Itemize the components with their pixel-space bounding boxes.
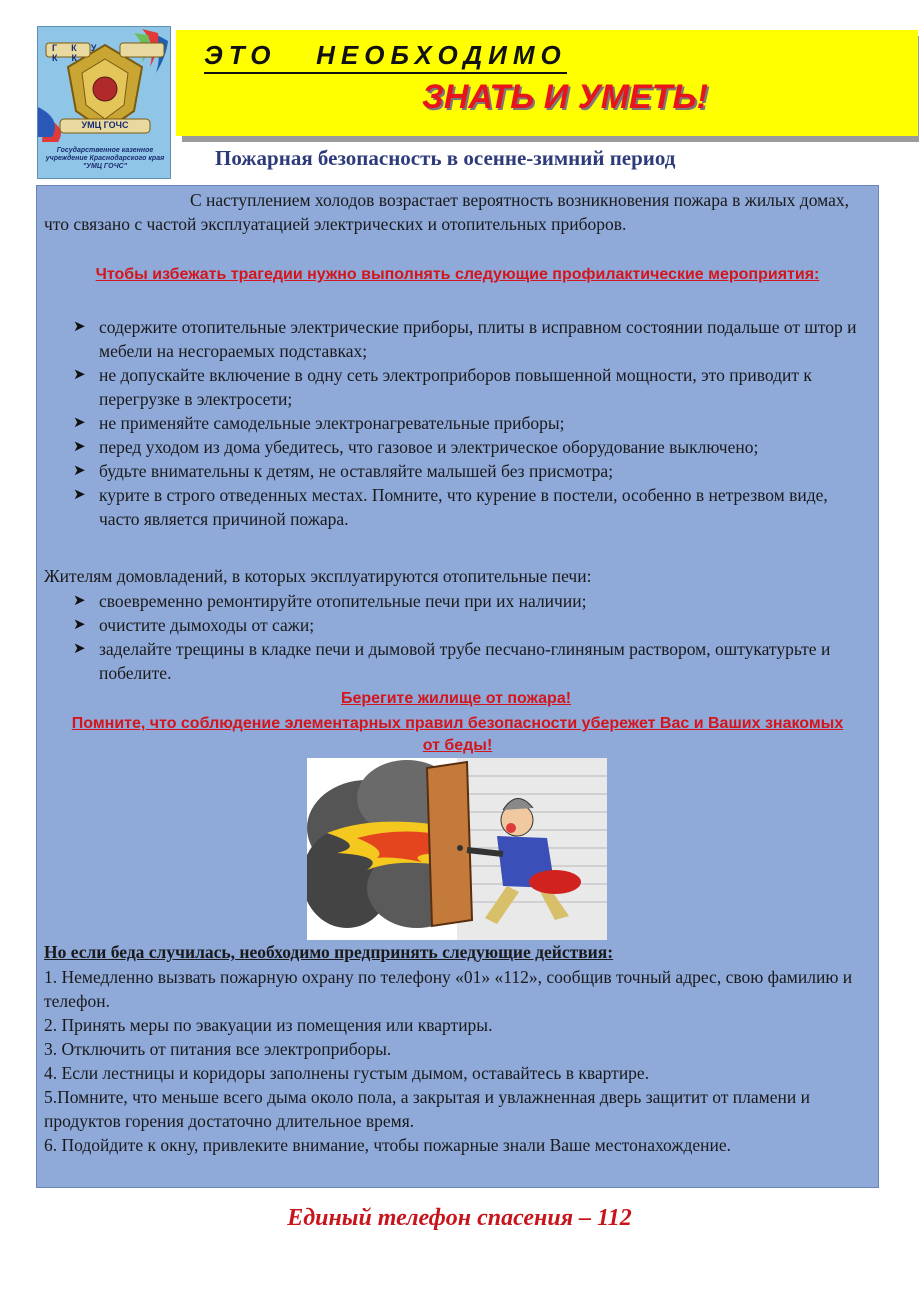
list-item: 3. Отключить от питания все электроприборы.: [44, 1039, 392, 1059]
list-item: ➤ перед уходом из дома убедитесь, что газовое и электрическое оборудование выключено;: [73, 437, 759, 457]
logo-bottom-text: УМЦ ГОЧС: [81, 120, 129, 130]
list-item: ➤ не применяйте самодельные электронагревательные приборы;: [73, 413, 565, 433]
residents-list: [71, 589, 866, 685]
arrow-bullet-icon: ➤: [73, 463, 86, 479]
banner-exclamation: !: [696, 78, 708, 116]
list-item: 5.Помните, что меньше всего дыма около пола, а закрытая и увлажненная дверь защитит от пламени и продуктов горения достаточно длительное время.: [44, 1087, 810, 1131]
arrow-bullet-icon: ➤: [73, 367, 86, 383]
logo-top-text: ГКУ КК: [52, 43, 111, 63]
residents-intro: Жителям домовладений, в которых эксплуатируются отопительные печи:: [44, 566, 592, 586]
list-item: ➤ курите в строго отведенных местах. Помните, что курение в постели, особенно в нетрезвом виде, часто является причиной пожара.: [73, 485, 828, 529]
list-item: 4. Если лестницы и коридоры заполнены густым дымом, оставайтесь в квартире.: [44, 1063, 650, 1083]
arrow-bullet-icon: ➤: [73, 319, 86, 335]
organization-logo: [37, 26, 171, 179]
actions-heading: Но если беда случилась, необходимо предпринять следующие действия:: [44, 942, 614, 962]
warning-line-2: Помните, что соблюдение элементарных правил безопасности убережет Вас и Ваших знакомых от беды!: [71, 715, 844, 754]
arrow-bullet-icon: ➤: [73, 641, 86, 657]
banner-line-2: [422, 78, 708, 117]
list-item: ➤ заделайте трещины в кладке печи и дымовой трубе песчано-глиняным раствором, оштукатурьте и побелите.: [73, 639, 831, 683]
rescue-phone-footer: Единый телефон спасения – 112: [287, 1205, 632, 1231]
banner-line-2-text: ЗНАТЬ И УМЕТЬ: [422, 78, 697, 116]
list-item: 6. Подойдите к окну, привлеките внимание, чтобы пожарные знали Ваше местонахождение.: [44, 1135, 732, 1155]
arrow-bullet-icon: ➤: [73, 617, 86, 633]
actions-list: [44, 965, 868, 1157]
arrow-bullet-icon: ➤: [73, 415, 86, 431]
page-title: Пожарная безопасность в осенне-зимний период: [215, 146, 676, 170]
arrow-bullet-icon: ➤: [73, 593, 86, 609]
content-panel: [36, 185, 879, 1188]
arrow-bullet-icon: ➤: [73, 439, 86, 455]
list-item: ➤ будьте внимательны к детям, не оставляйте малышей без присмотра;: [73, 461, 614, 481]
warning-line-1: Берегите жилище от пожара!: [340, 690, 572, 707]
list-item: ➤ содержите отопительные электрические приборы, плиты в исправном состоянии подальше от штор и мебели на несгораемых подставках;: [73, 317, 857, 361]
prevention-heading: Чтобы избежать трагедии нужно выполнять следующие профилактические мероприятия:: [95, 266, 820, 283]
list-item: 2. Принять меры по эвакуации из помещения или квартиры.: [44, 1015, 493, 1035]
banner-line-1: ЭТО НЕОБХОДИМО: [204, 40, 567, 74]
list-item: ➤ не допускайте включение в одну сеть электроприборов повышенной мощности, это приводит к перегрузке в электросети;: [73, 365, 812, 409]
intro-paragraph: С наступлением холодов возрастает вероятность возникновения пожара в жилых домах, что связано с частой эксплуатацией электрических и отопительных приборов.: [44, 190, 849, 234]
fire-illustration: [307, 758, 607, 940]
list-item: 1. Немедленно вызвать пожарную охрану по телефону «01» «112», сообщив точный адрес, свою фамилию и телефон.: [44, 967, 853, 1011]
arrow-bullet-icon: ➤: [73, 487, 86, 503]
list-item: ➤ очистите дымоходы от сажи;: [73, 615, 315, 635]
header-banner: [176, 30, 918, 136]
list-item: ➤ своевременно ремонтируйте отопительные печи при их наличии;: [73, 591, 587, 611]
logo-caption: Государственное казенное учреждение Краснодарского края "УМЦ ГОЧС": [45, 147, 165, 170]
prevention-list: [71, 315, 866, 531]
